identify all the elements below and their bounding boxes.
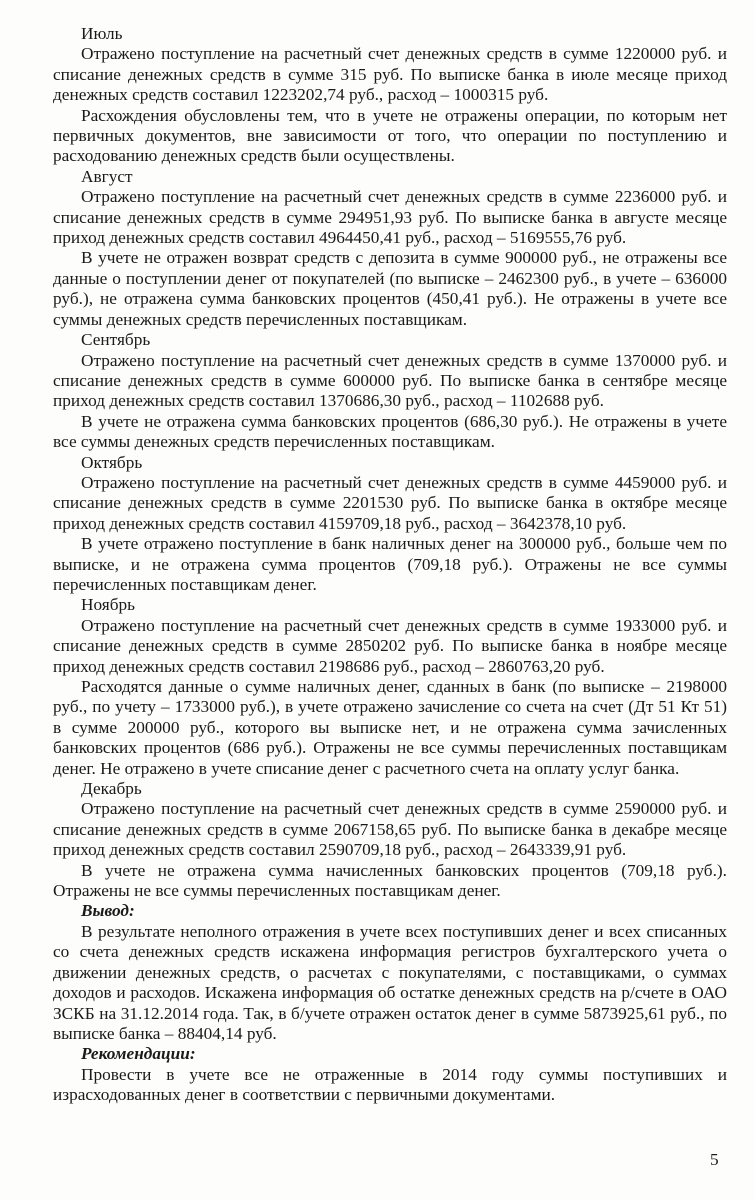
paragraph-july-discrepancy: Расхождения обусловлены тем, что в учете не отражены операции, по которым нет первичных документов, вне зависимости от того, что операции по поступлению и расходованию денежных средств были осуществлены. [53,105,727,166]
paragraph-august-discrepancy: В учете не отражен возврат средств с депозита в сумме 900000 руб., не отражены все данные о поступлении денег от покупателей (по выписке – 2462300 руб., в учете – 636000 руб.), не отражена сумма банковских процентов (450,41 руб.). Не отражены в учете все суммы денежных средств перечисленных поставщикам. [53,248,727,329]
paragraph-october-discrepancy: В учете отражено поступление в банк наличных денег на 300000 руб., больше чем по выписке, и не отражена сумма процентов (709,18 руб.). Отражены не все суммы перечисленных поставщикам денег. [53,534,727,594]
paragraph-august-operations: Отражено поступление на расчетный счет денежных средств в сумме 2236000 руб. и списание денежных средств в сумме 294951,93 руб. По выписке банка в августе месяце приход денежных средств составил 4964450,41 руб., расход – 5169555,76 руб. [53,187,727,248]
paragraph-december-operations: Отражено поступление на расчетный счет денежных средств в сумме 2590000 руб. и списание денежных средств в сумме 2067158,65 руб. По выписке банка в декабре месяце приход денежных средств составил 2590709,18 руб., расход – 2643339,91 руб. [53,799,727,860]
document-body [53,24,727,1106]
paragraph-september-discrepancy: В учете не отражена сумма банковских процентов (686,30 руб.). Не отражены в учете все суммы денежных средств перечисленных поставщикам. [53,411,727,452]
month-heading-december: Декабрь [81,779,142,799]
month-heading-september: Сентябрь [81,330,151,350]
month-heading-october: Октябрь [81,452,143,472]
paragraph-recommendations: Провести в учете все не отраженные в 2014 году суммы поступивших и израсходованных денег в соответствии с первичными документами. [53,1064,727,1105]
month-heading-august: Август [81,166,133,186]
month-heading-july: Июль [81,24,123,43]
paragraph-november-operations: Отражено поступление на расчетный счет денежных средств в сумме 1933000 руб. и списание денежных средств в сумме 2850202 руб. По выписке банка в ноябре месяце приход денежных средств составил 2198686 руб., расход – 2860763,20 руб. [53,615,727,676]
paragraph-september-operations: Отражено поступление на расчетный счет денежных средств в сумме 1370000 руб. и списание денежных средств в сумме 600000 руб. По выписке банка в сентябре месяце приход денежных средств составил 1370686,30 руб., расход – 1102688 руб. [53,350,727,411]
conclusion-heading: Вывод: [81,901,135,921]
recommendations-heading: Рекомендации: [81,1044,196,1064]
paragraph-conclusion: В результате неполного отражения в учете всех поступивших денег и всех списанных со счета денежных средств искажена информация регистров бухгалтерского учета о движении денежных средств, о расчетах с покупателями, с поставщиками, о суммах доходов и расходов. Искажена информация об остатке денежных средств на р/счете в ОАО ЗСКБ на 31.12.2014 года. Так, в б/учете отражен остаток денег в сумме 5873925,61 руб., по выписке банка – 88404,14 руб. [53,921,727,1043]
page-number: 5 [710,1150,719,1169]
paragraph-july-operations: Отражено поступление на расчетный счет денежных средств в сумме 1220000 руб. и списание денежных средств в сумме 315 руб. По выписке банка в июле месяце приход денежных средств составил 1223202,74 руб., расход – 1000315 руб. [53,44,727,105]
paragraph-december-discrepancy: В учете не отражена сумма начисленных банковских процентов (709,18 руб.). Отражены не все суммы перечисленных поставщикам денег. [53,860,727,901]
paragraph-november-discrepancy: Расходятся данные о сумме наличных денег, сданных в банк (по выписке – 2198000 руб., по учету – 1733000 руб.), в учете отражено зачисление со счета на счет (Дт 51 Кт 51) в сумме 200000 руб., которого вы выписке нет, и не отражена сумма зачисленных банковских процентов (686 руб.). Отражены не все суммы перечисленных поставщикам денег. Не отражено в учете списание денег с расчетного счета на оплату услуг банка. [53,677,727,778]
month-heading-november: Ноябрь [81,595,136,615]
paragraph-october-operations: Отражено поступление на расчетный счет денежных средств в сумме 4459000 руб. и списание денежных средств в сумме 2201530 руб. По выписке банка в октябре месяце приход денежных средств составил 4159709,18 руб., расход – 3642378,10 руб. [53,472,727,533]
